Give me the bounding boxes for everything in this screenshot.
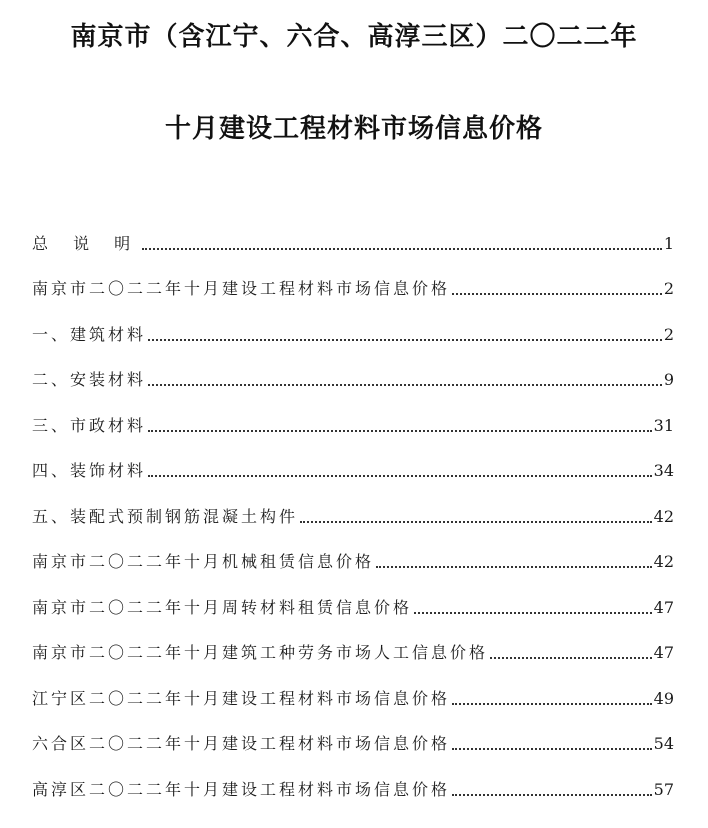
toc-dot-leader (142, 248, 662, 250)
toc-entry-municipal-materials[interactable] (32, 398, 674, 444)
toc-page-number: 1 (663, 233, 674, 253)
toc-page-number: 9 (663, 370, 674, 389)
toc-page-number: 47 (653, 643, 674, 662)
toc-dot-leader (148, 339, 662, 341)
document-title-line-2: 十月建设工程材料市场信息价格 (164, 114, 543, 144)
toc-dot-leader (452, 293, 662, 295)
toc-entry-labor-prices[interactable] (32, 626, 674, 672)
toc-entry-installation-materials[interactable] (32, 353, 674, 399)
toc-entry-label: 南京市二〇二二年十月机械租赁信息价格 (32, 552, 375, 571)
toc-entry-gaochun-materials[interactable] (32, 762, 674, 808)
toc-entry-label: 南京市二〇二二年十月建筑工种劳务市场人工信息价格 (32, 643, 489, 662)
toc-page-number: 49 (653, 688, 674, 708)
toc-entry-label: 五、装配式预制钢筋混凝土构件 (32, 506, 299, 526)
toc-dot-leader (148, 384, 662, 386)
toc-entry-label: 二、安装材料 (32, 370, 147, 389)
toc-entry-nanjing-materials[interactable] (32, 262, 674, 308)
toc-entry-machinery-rental[interactable] (32, 535, 674, 581)
toc-entry-decoration-materials[interactable] (32, 444, 674, 490)
toc-page-number: 42 (653, 552, 674, 571)
toc-entry-label: 四、装饰材料 (32, 461, 147, 480)
toc-dot-leader (452, 703, 652, 705)
toc-dot-leader (148, 475, 652, 477)
document-title-line-1: 南京市（含江宁、六合、高淳三区）二〇二二年 (70, 22, 638, 52)
toc-dot-leader (490, 657, 652, 659)
toc-entry-general-notes[interactable] (32, 216, 674, 262)
toc-entry-label: 高淳区二〇二二年十月建设工程材料市场信息价格 (32, 779, 451, 799)
toc-entry-precast-concrete-components[interactable] (32, 489, 674, 535)
toc-entry-label: 一、建筑材料 (32, 324, 147, 344)
toc-entry-label: 江宁区二〇二二年十月建设工程材料市场信息价格 (32, 688, 451, 708)
toc-entry-label: 南京市二〇二二年十月建设工程材料市场信息价格 (32, 279, 451, 298)
toc-entry-jiangning-materials[interactable] (32, 671, 674, 717)
toc-page-number: 2 (663, 279, 674, 298)
toc-entry-label: 三、市政材料 (32, 415, 147, 435)
toc-entry-turnover-materials-rental[interactable] (32, 580, 674, 626)
toc-entry-label: 南京市二〇二二年十月周转材料租赁信息价格 (32, 597, 413, 617)
toc-dot-leader (300, 521, 652, 523)
toc-page-number: 57 (653, 779, 674, 799)
toc-page-number: 34 (653, 461, 674, 480)
toc-dot-leader (148, 430, 652, 432)
toc-entry-building-materials[interactable] (32, 307, 674, 353)
toc-page-number: 2 (663, 324, 674, 344)
toc-page-number: 31 (653, 415, 674, 435)
toc-page-number: 54 (653, 734, 674, 753)
toc-entry-label: 六合区二〇二二年十月建设工程材料市场信息价格 (32, 734, 451, 753)
toc-dot-leader (452, 748, 652, 750)
toc-dot-leader (452, 794, 652, 796)
table-of-contents (32, 216, 674, 808)
toc-page-number: 47 (653, 597, 674, 617)
toc-dot-leader (414, 612, 652, 614)
toc-entry-label: 总 说 明 (32, 233, 141, 253)
toc-dot-leader (376, 566, 652, 568)
toc-page-number: 42 (653, 506, 674, 526)
toc-entry-luhe-materials[interactable] (32, 717, 674, 763)
